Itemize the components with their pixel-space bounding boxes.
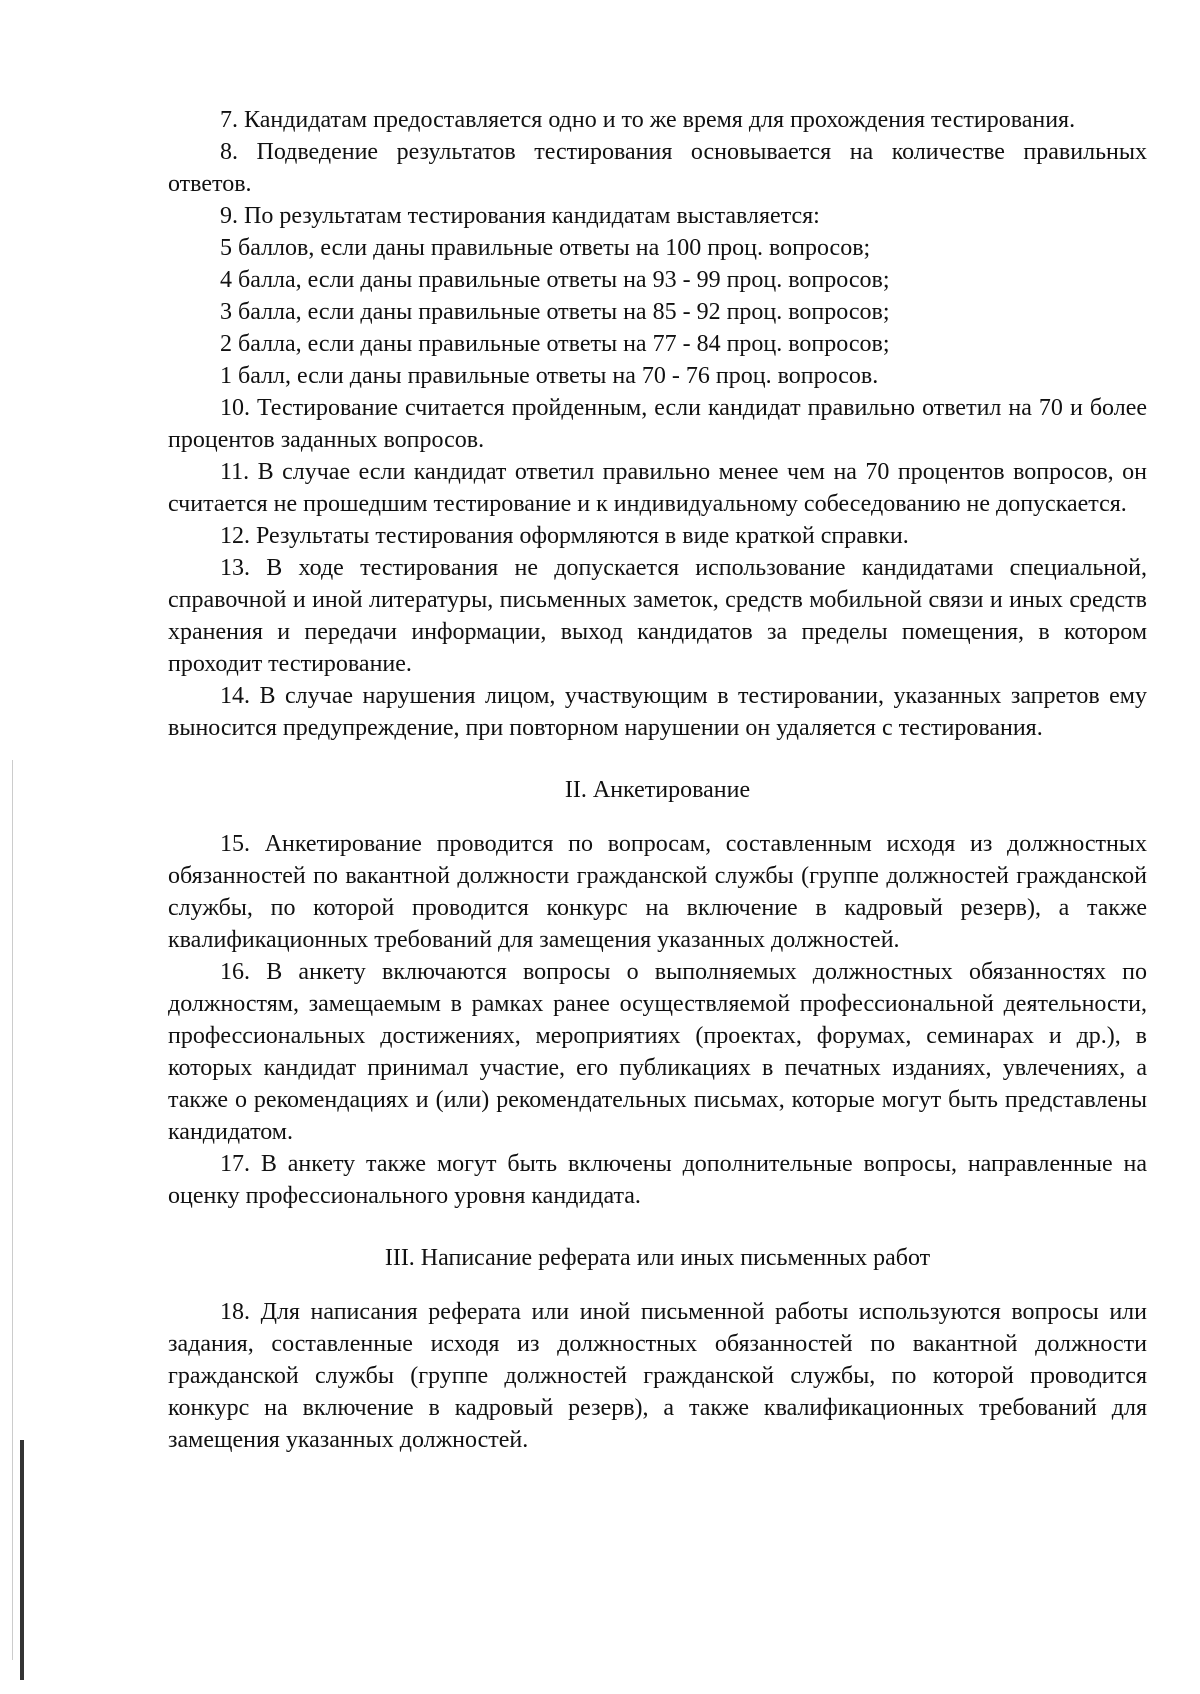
paragraph-10: 10. Тестирование считается пройденным, если кандидат правильно ответил на 70 и более процентов заданных вопросов. (168, 395, 1147, 453)
paragraph-7: 7. Кандидатам предоставляется одно и то же время для прохождения тестирования. (220, 107, 1076, 133)
paragraph-13: 13. В ходе тестирования не допускается использование кандидатами специальной, справочной и иной литературы, письменных заметок, средств мобильной связи и иных средств хранения и передачи информации, выход кандидатов за пределы помещения, в котором проходит тестирование. (168, 555, 1147, 677)
paragraph-18: 18. Для написания реферата или иной письменной работы используются вопросы или задания, составленные исходя из должностных обязанностей по вакантной должности гражданской службы (группе должностей гражданской службы, по которой проводится конкурс на включение в кадровый резерв), а также квалификационных требований для замещения указанных должностей. (168, 1299, 1147, 1453)
paragraph-12: 12. Результаты тестирования оформляются в виде краткой справки. (220, 523, 909, 549)
section-heading-3: III. Написание реферата или иных письменных работ (384, 1245, 931, 1271)
section-heading-2: II. Анкетирование (564, 777, 751, 803)
score-line-3: 3 балла, если даны правильные ответы на 85 - 92 проц. вопросов; (220, 299, 890, 325)
score-line-4: 4 балла, если даны правильные ответы на 93 - 99 проц. вопросов; (220, 267, 890, 293)
score-line-1: 1 балл, если даны правильные ответы на 70 - 76 проц. вопросов. (220, 363, 879, 389)
paragraph-9: 9. По результатам тестирования кандидатам выставляется: (220, 203, 820, 229)
score-line-2: 2 балла, если даны правильные ответы на 77 - 84 проц. вопросов; (220, 331, 890, 357)
paragraph-16: 16. В анкету включаются вопросы о выполняемых должностных обязанностях по должностям, замещаемым в рамках ранее осуществляемой профессиональной деятельности, профессиональных достижениях, мероприятиях (проектах, форумах, семинарах и др.), в которых кандидат принимал участие, его публикациях в печатных изданиях, увлечениях, а также о рекомендациях и (или) рекомендательных письмах, которые могут быть представлены кандидатом. (168, 959, 1147, 1145)
paragraph-11: 11. В случае если кандидат ответил правильно менее чем на 70 процентов вопросов, он считается не прошедшим тестирование и к индивидуальному собеседованию не допускается. (168, 459, 1147, 517)
paragraph-15: 15. Анкетирование проводится по вопросам, составленным исходя из должностных обязанностей по вакантной должности гражданской службы (группе должностей гражданской службы, по которой проводится конкурс на включение в кадровый резерв), а также квалификационных требований для замещения указанных должностей. (168, 831, 1147, 953)
document-body (168, 104, 1147, 1456)
scan-edge-shadow (12, 760, 13, 1660)
paragraph-17: 17. В анкету также могут быть включены дополнительные вопросы, направленные на оценку профессионального уровня кандидата. (168, 1151, 1147, 1209)
paragraph-14: 14. В случае нарушения лицом, участвующим в тестировании, указанных запретов ему выносится предупреждение, при повторном нарушении он удаляется с тестирования. (168, 683, 1147, 741)
score-line-5: 5 баллов, если даны правильные ответы на 100 проц. вопросов; (220, 235, 871, 261)
paragraph-8: 8. Подведение результатов тестирования основывается на количестве правильных ответов. (168, 139, 1147, 197)
scan-edge-mark (20, 1440, 24, 1680)
